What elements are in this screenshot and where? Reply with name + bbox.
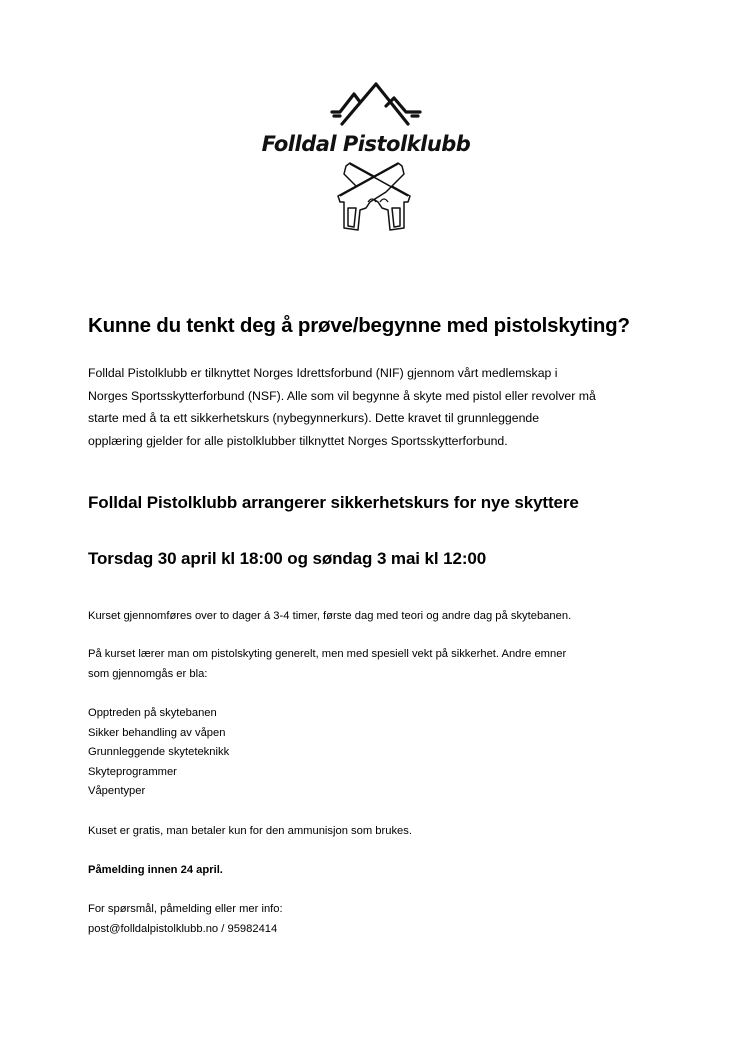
intro-line: opplæring gjelder for alle pistolklubber tilknyttet Norges Sportsskytterforbund. (88, 433, 508, 448)
topic-item: Grunnleggende skyteteknikk (88, 746, 230, 759)
contact-label: For spørsmål, påmelding eller mer info: (88, 903, 283, 915)
course-heading: Folldal Pistolklubb arrangerer sikkerhetskurs for nye skyttere (88, 493, 579, 512)
topics-list (88, 704, 229, 802)
intro-line: starte med å ta ett sikkerhetskurs (nybegynnerkurs). Dette kravet til grunnleggende (88, 411, 540, 426)
mountain-icon (330, 80, 422, 128)
topic-item: Våpentyper (88, 785, 146, 798)
topics-intro-line: som gjennomgås er bla: (88, 667, 208, 680)
topics-intro-line: På kurset lærer man om pistolskyting generelt, men med spesiell vekt på sikkerhet. Andre emner (88, 648, 567, 660)
topics-intro (88, 645, 566, 684)
page-title: Kunne du tenkt deg å prøve/begynne med pistolskyting? (88, 314, 630, 337)
topic-item: Sikker behandling av våpen (88, 726, 226, 739)
contact-details: post@folldalpistolklubb.no / 95982414 (88, 922, 278, 935)
dates-heading: Torsdag 30 april kl 18:00 og søndag 3 mai kl 12:00 (88, 549, 487, 568)
registration-deadline: Påmelding innen 24 april. (88, 864, 223, 876)
price-note: Kuset er gratis, man betaler kun for den ammunisjon som brukes. (88, 825, 412, 837)
topic-item: Opptreden på skytebanen (88, 707, 217, 719)
course-description: Kurset gjennomføres over to dager á 3-4 timer, første dag med teori og andre dag på skytebanen. (88, 610, 572, 622)
club-logo (250, 78, 482, 238)
topic-item: Skyteprogrammer (88, 765, 177, 778)
intro-line: Norges Sportsskytterforbund (NSF). Alle som vil begynne å skyte med pistol eller revolver må (88, 388, 596, 403)
club-name-logo-text: Folldal Pistolklubb (261, 132, 471, 156)
contact-info (88, 900, 283, 939)
crossed-pistols-icon (332, 162, 416, 232)
intro-paragraph (88, 362, 596, 452)
intro-line: Folldal Pistolklubb er tilknyttet Norges Idrettsforbund (NIF) gjennom vårt medlemskap i (88, 366, 558, 380)
